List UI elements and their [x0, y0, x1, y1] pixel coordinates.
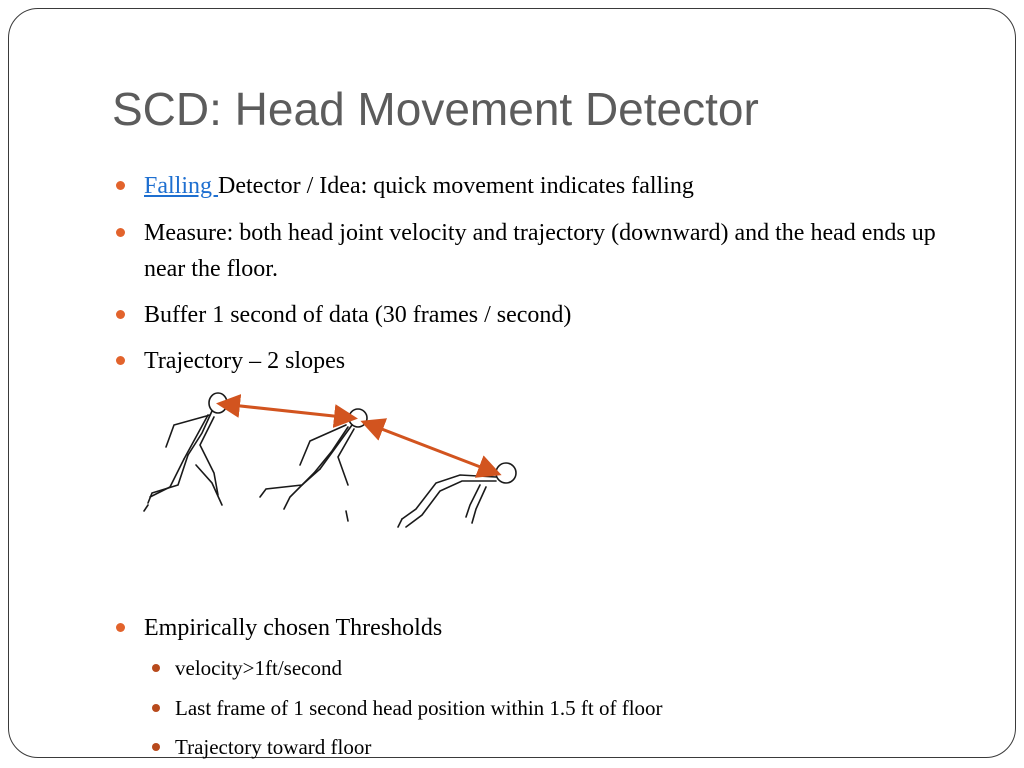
leg-line: [260, 469, 320, 497]
sub-bullet-last-frame: [175, 693, 935, 723]
arm-line: [472, 487, 486, 523]
sub-bullet-dot-icon: [152, 704, 160, 712]
foot-line: [398, 519, 402, 527]
bullet-buffer: [144, 297, 954, 333]
sub-bullet-text: velocity>1ft/second: [175, 656, 342, 680]
leg-line: [196, 465, 222, 505]
foot-line: [346, 511, 348, 521]
arm-line: [466, 485, 480, 517]
sub-bullet-velocity: [175, 653, 935, 683]
bullet-text: Buffer 1 second of data (30 frames / second): [144, 302, 572, 328]
bullet-dot-icon: [116, 310, 125, 319]
trajectory-slope-1-arrow: [222, 404, 352, 418]
sub-bullet-dot-icon: [152, 664, 160, 672]
body-line: [320, 425, 352, 469]
bullet-trajectory: [144, 343, 954, 379]
bullet-text: Trajectory – 2 slopes: [144, 348, 346, 374]
bullet-thresholds: [144, 610, 954, 646]
bullet-dot-icon: [116, 623, 125, 632]
stick-figure-1: [144, 393, 227, 511]
sub-bullet-toward-floor: [175, 732, 935, 762]
head-icon: [496, 463, 516, 483]
arm-line: [200, 417, 218, 495]
trajectory-slope-2-arrow: [366, 423, 496, 473]
sub-bullet-text: Trajectory toward floor: [175, 735, 372, 759]
bullet-text: Empirically chosen Thresholds: [144, 615, 443, 641]
sub-bullet-text: Last frame of 1 second head position within 1.5 ft of floor: [175, 696, 663, 720]
bullet-text: Detector / Idea: quick movement indicates falling: [218, 173, 694, 199]
falling-link[interactable]: Falling: [144, 173, 219, 199]
sub-bullet-dot-icon: [152, 743, 160, 751]
bullet-dot-icon: [116, 356, 125, 365]
stick-figure-2: [260, 409, 367, 521]
bullet-dot-icon: [116, 228, 125, 237]
stick-figure-3: [398, 463, 516, 527]
falling-figure-illustration: [140, 385, 530, 535]
bullet-measure: [144, 215, 954, 287]
leg-line: [284, 473, 314, 509]
slide-title: SCD: Head Movement Detector: [112, 83, 759, 135]
bullet-dot-icon: [116, 181, 125, 190]
bullet-text: Measure: both head joint velocity and trajectory (downward) and the head ends up near the floor.: [144, 220, 936, 282]
foot-line: [144, 505, 148, 511]
bullet-falling-detector: [144, 168, 954, 204]
trajectory-arrows: [222, 404, 496, 473]
